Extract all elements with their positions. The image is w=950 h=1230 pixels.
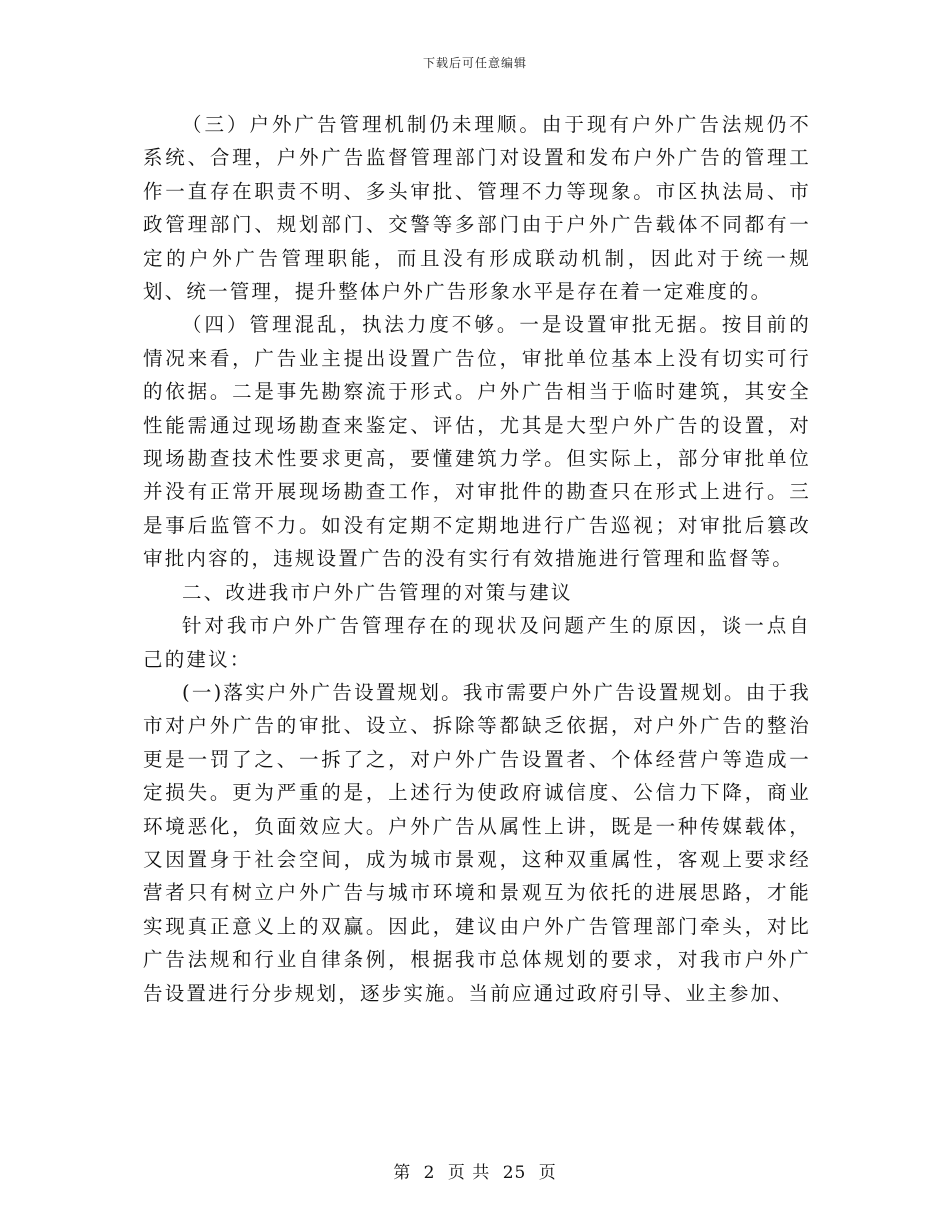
paragraph-setting-plan: (一)落实户外广告设置规划。我市需要户外广告设置规划。由于我市对户外广告的审批、设立、拆除等都缺乏依据，对户外广告的整治更是一罚了之、一拆了之，对户外广告设置者、个体经营户等造成一定损失。更为严重的是，上述行为使政府诚信度、公信力下降，商业环境恶化，负面效应大。户外广告从属性上讲，既是一种传媒载体，又因置身于社会空间，成为城市景观，这种双重属性，客观上要求经营者只有树立户外广告与城市环境和景观互为依托的进展思路，才能实现真正意义上的双赢。因此，建议由户外广告管理部门牵头，对比广告法规和行业自律条例，根据我市总体规划的要求，对我市户外广告设置进行分步规划，逐步实施。当前应通过政府引导、业主参加、 — [143, 680, 811, 1005]
paragraph-management-mechanism: （三）户外广告管理机制仍未理顺。由于现有户外广告法规仍不系统、合理，户外广告监督管理部门对设置和发布户外广告的管理工作一直存在职责不明、多头审批、管理不力等现象。市区执法局、市政管理部门、规划部门、交警等多部门由于户外广告载体不同都有一定的户外广告管理职能，而且没有形成联动机制，因此对于统一规划、统一管理，提升整体户外广告形象水平是存在着一定难度的。 — [143, 113, 811, 304]
paragraph-management-chaos: （四）管理混乱，执法力度不够。一是设置审批无据。按目前的情况来看，广告业主提出设置广告位，审批单位基本上没有切实可行的依据。二是事先勘察流于形式。户外广告相当于临时建筑，其安全性能需通过现场勘查来鉴定、评估，尤其是大型户外广告的设置，对现场勘查技术性要求更高，要懂建筑力学。但实际上，部分审批单位并没有正常开展现场勘查工作，对审批件的勘查只在形式上进行。三是事后监管不力。如没有定期不定期地进行广告巡视；对审批后篡改审批内容的，违规设置广告的没有实行有效措施进行管理和监督等。 — [143, 313, 811, 571]
paragraph-suggestion-intro: 针对我市户外广告管理存在的现状及问题产生的原因，谈一点自己的建议： — [143, 614, 811, 671]
footer-page-number: 2 — [423, 1163, 436, 1183]
page-header-note: 下载后可任意编辑 — [422, 56, 527, 70]
footer-prefix: 第 — [393, 1163, 412, 1183]
document-body — [143, 108, 811, 1010]
footer-total-pages: 25 — [502, 1163, 527, 1183]
section-heading-countermeasures: 二、改进我市户外广告管理的对策与建议 — [182, 580, 573, 604]
page-footer — [0, 1158, 950, 1183]
footer-mid: 页 共 — [447, 1163, 491, 1183]
footer-suffix: 页 — [538, 1163, 557, 1183]
